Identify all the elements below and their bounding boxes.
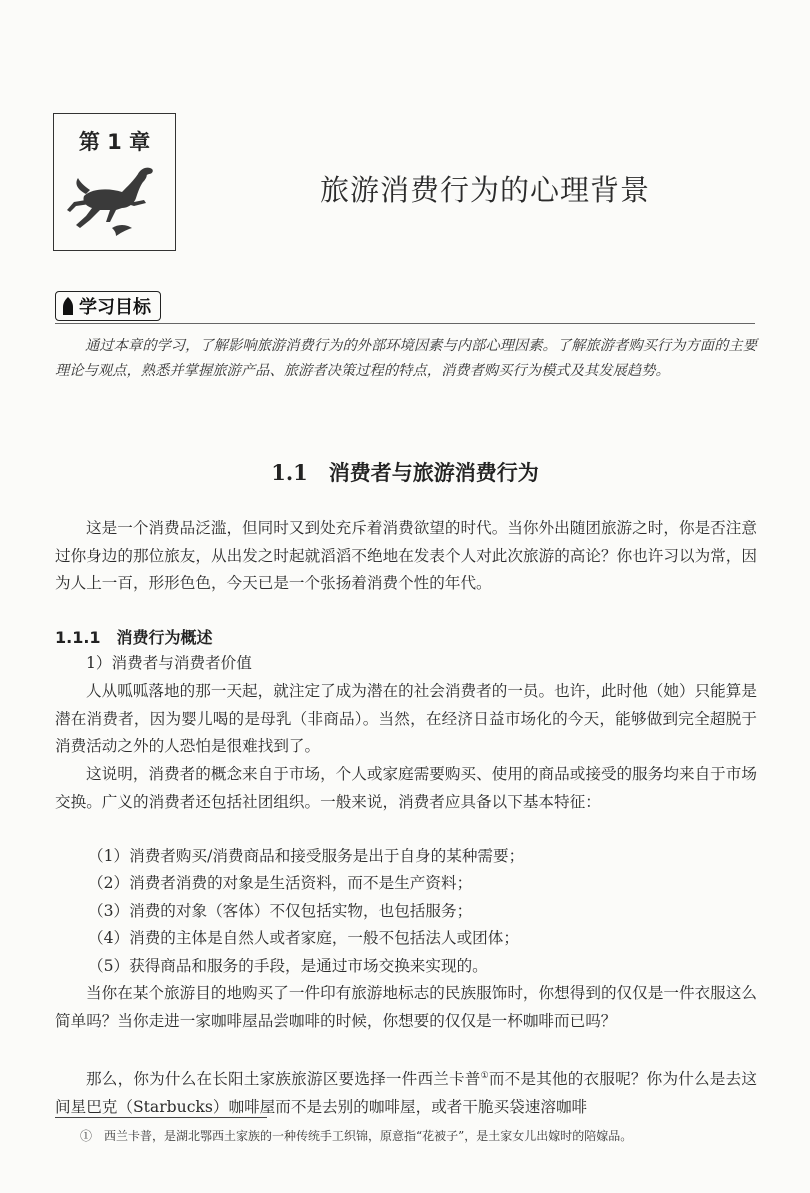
footnote-text: 西兰卡普，是湖北鄂西土家族的一种传统手工织锦，原意指“花被子”，是土家女儿出嫁时的陪嫁品。 [104, 1129, 633, 1143]
chapter-title: 旅游消费行为的心理背景 [319, 173, 650, 207]
list-item-feature-5: （5）获得商品和服务的手段，是通过市场交换来实现的。 [88, 957, 488, 975]
pen-nib-icon [61, 297, 75, 315]
footnote-marker: ① [80, 1129, 93, 1143]
list-item-feature-4: （4）消费的主体是自然人或者家庭，一般不包括法人或团体； [88, 929, 519, 947]
paragraph-starbucks-part-1: 那么，你为什么在长阳土家族旅游区要选择一件西兰卡普 [86, 1070, 481, 1089]
footnote-reference[interactable]: ① [480, 1071, 489, 1081]
paragraph-intro: 这是一个消费品泛滥，但同时又到处充斥着消费欲望的时代。当你外出随团旅游之时，你是否注意过你身边的那位旅友，从出发之时起就滔滔不绝地在发表个人对此次旅游的高论？你也许习以为常，因为人上一百，形形色色，今天已是一个张扬着消费个性的年代。 [55, 519, 757, 592]
objectives-badge [55, 291, 161, 321]
item-heading: 1）消费者与消费者价值 [86, 654, 252, 672]
list-item-feature-3: （3）消费的对象（客体）不仅包括实物，也包括服务； [88, 902, 473, 920]
paragraph-consumer-birth: 人从呱呱落地的那一天起，就注定了成为潜在的社会消费者的一员。也许，此时他（她）只能算是潜在消费者，因为婴儿喝的是母乳（非商品）。当然，在经济日益市场化的今天，能够做到完全超脱于消费活动之外的人恐怕是很难找到了。 [55, 682, 757, 755]
footnote [80, 1127, 770, 1145]
list-item-feature-2: （2）消费者消费的对象是生活资料，而不是生产资料； [88, 874, 473, 892]
paragraph-consumer-concept: 这说明，消费者的概念来自于市场，个人或家庭需要购买、使用的商品或接受的服务均来自于市场交换。广义的消费者还包括社团组织。一般来说，消费者应具备以下基本特征： [55, 765, 757, 811]
chapter-label: 第 1 章 [78, 130, 151, 154]
subsection-heading: 1.1.1 消费行为概述 [55, 628, 213, 647]
paragraph-starbucks-question [55, 1063, 757, 1121]
paragraph-starbucks-part-2: 而不是其他的衣服呢？你为什么是去这间星巴克（Starbucks）咖啡屋而不是去别的咖啡屋，或者干脆买袋速溶咖啡 [55, 1070, 757, 1116]
list-item-feature-1: （1）消费者购买/消费商品和接受服务是出于自身的某种需要； [88, 847, 525, 865]
paragraph-souvenir-question: 当你在某个旅游目的地购买了一件印有旅游地标志的民族服饰时，你想得到的仅仅是一件衣服这么简单吗？当你走进一家咖啡屋品尝咖啡的时候，你想要的仅仅是一杯咖啡而已吗？ [55, 984, 757, 1030]
galloping-horse-icon [66, 166, 164, 240]
objectives-text: 通过本章的学习，了解影响旅游消费行为的外部环境因素与内部心理因素。了解旅游者购买行为方面的主要理论与观点，熟悉并掌握旅游产品、旅游者决策过程的特点，消费者购买行为模式及其发展趋势。 [55, 338, 757, 379]
footnote-divider [55, 1117, 267, 1118]
section-heading: 1.1 消费者与旅游消费行为 [271, 460, 539, 485]
chapter-box [53, 113, 176, 251]
objectives-divider [55, 323, 755, 324]
objectives-badge-label: 学习目标 [79, 297, 151, 318]
